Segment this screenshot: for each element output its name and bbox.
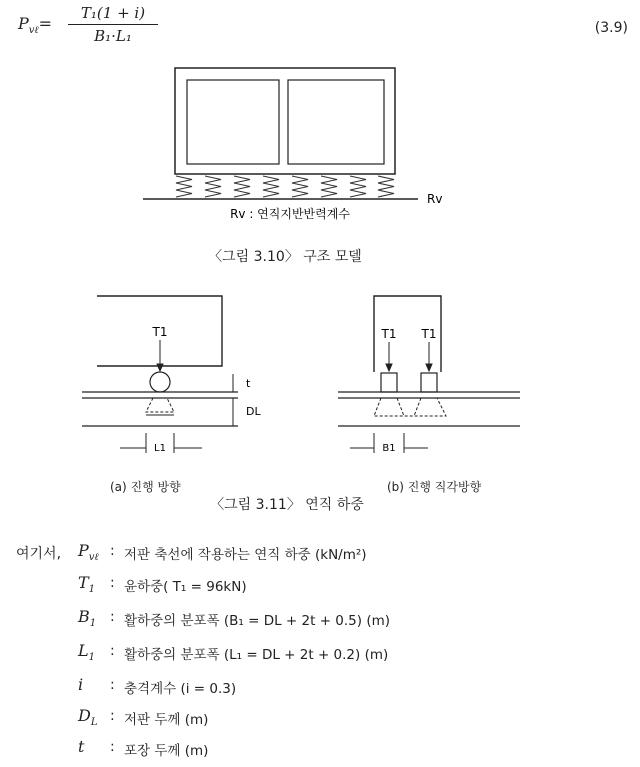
- legend-description: 저판 축선에 작용하는 연직 하중 (kN/m²): [124, 547, 367, 563]
- soil-spring: [292, 176, 308, 197]
- legend-symbol: [78, 541, 99, 563]
- legend-row: [0, 606, 640, 634]
- spread-zone-b: [374, 398, 446, 416]
- soil-spring: [321, 176, 337, 197]
- legend-description: 저판 두께 (m): [124, 712, 209, 728]
- legend-intro: 여기서,: [16, 546, 62, 562]
- legend-colon: :: [110, 708, 115, 724]
- legend-colon: :: [110, 677, 115, 693]
- wheel-b2: [421, 373, 437, 392]
- equation-lhs-symbol: P: [18, 14, 29, 33]
- rv-label: Rv: [427, 192, 443, 206]
- symbol-subscript: 1: [88, 584, 96, 596]
- soil-spring: [176, 176, 192, 197]
- symbol-subscript: L: [90, 717, 98, 729]
- legend-row: [0, 705, 640, 733]
- load-label-a: T1: [152, 325, 168, 339]
- l1-label: L1: [154, 443, 166, 454]
- legend-description: 충격계수 (i = 0.3): [124, 681, 237, 697]
- legend-description: 활하중의 분포폭 (L₁ = DL + 2t + 0.2) (m): [124, 647, 389, 663]
- legend-symbol: [78, 675, 83, 697]
- legend-symbol: [78, 706, 97, 728]
- symbol-letter: D: [78, 706, 91, 725]
- legend-symbol: [78, 607, 96, 629]
- spread-inner-2: [414, 398, 421, 416]
- legend-description: 윤하중( T₁ = 96kN): [124, 579, 247, 595]
- wheel-b1: [381, 373, 397, 392]
- symbol-letter: P: [78, 541, 89, 560]
- box-cell-left: [187, 80, 279, 164]
- rv-note: Rv : 연직지반반력계수: [230, 207, 350, 220]
- legend-row: [0, 572, 640, 600]
- figure-310-caption: 〈그림 3.10〉 구조 모델: [208, 249, 362, 265]
- legend-description: 활하중의 분포폭 (B₁ = DL + 2t + 0.5) (m): [124, 613, 391, 629]
- diagram-b-caption: (b) 진행 직각방향: [387, 480, 482, 494]
- t-label: t: [246, 377, 251, 390]
- legend-row: [0, 640, 640, 668]
- legend-colon: :: [110, 575, 115, 591]
- figure-vertical-load: [0, 290, 640, 470]
- equation-equals: =: [38, 14, 52, 33]
- legend-colon: :: [110, 609, 115, 625]
- legend-row: [0, 540, 640, 568]
- load-label-b1: T1: [381, 327, 397, 341]
- equation-numerator: T₁(1 + i): [80, 4, 146, 22]
- equation-lhs: [18, 14, 52, 36]
- load-label-b2: T1: [421, 327, 437, 341]
- legend-symbol: [78, 737, 84, 759]
- dl-label: DL: [246, 405, 261, 418]
- legend-row: [0, 736, 640, 764]
- soil-spring: [205, 176, 221, 197]
- symbol-subscript: 1: [89, 618, 97, 630]
- legend-symbol: [78, 641, 95, 663]
- legend-symbol: [78, 573, 95, 595]
- symbol-subscript: vℓ: [88, 552, 99, 564]
- symbol-legend: [0, 540, 640, 765]
- figure-structure-model: [0, 60, 640, 220]
- spread-zone-a: [146, 398, 174, 412]
- arrow-head-b2: [426, 364, 432, 371]
- soil-spring: [350, 176, 366, 197]
- equation-lhs-subscript: vℓ: [28, 25, 39, 37]
- symbol-letter: t: [78, 737, 85, 756]
- soil-spring: [263, 176, 279, 197]
- legend-row: [0, 674, 640, 702]
- soil-spring: [234, 176, 250, 197]
- spread-inner-1: [397, 398, 404, 416]
- arrow-head-a: [157, 364, 163, 371]
- arrow-head-b1: [386, 364, 392, 371]
- b1-label: B1: [382, 443, 396, 454]
- diagram-b: [338, 296, 520, 453]
- symbol-subscript: 1: [88, 652, 95, 664]
- equation-number: (3.9): [594, 20, 628, 36]
- equation-fraction: [68, 4, 158, 45]
- legend-colon: :: [110, 643, 115, 659]
- box-culvert-outline: [175, 68, 395, 174]
- box-cell-right: [288, 80, 384, 164]
- symbol-letter: B: [78, 607, 90, 626]
- legend-colon: :: [110, 739, 115, 755]
- soil-springs: [176, 176, 394, 197]
- symbol-letter: T: [78, 573, 89, 592]
- equation-denominator: B₁·L₁: [94, 27, 132, 45]
- wheel-a: [150, 372, 170, 392]
- diagram-a-caption: (a) 진행 방향: [110, 480, 181, 494]
- legend-description: 포장 두께 (m): [124, 743, 209, 759]
- soil-spring: [378, 176, 394, 197]
- figure-311-caption: 〈그림 3.11〉 연직 하중: [210, 497, 364, 513]
- legend-colon: :: [110, 543, 115, 559]
- symbol-letter: L: [78, 641, 89, 660]
- diagram-a: [82, 296, 238, 453]
- symbol-letter: i: [78, 675, 84, 694]
